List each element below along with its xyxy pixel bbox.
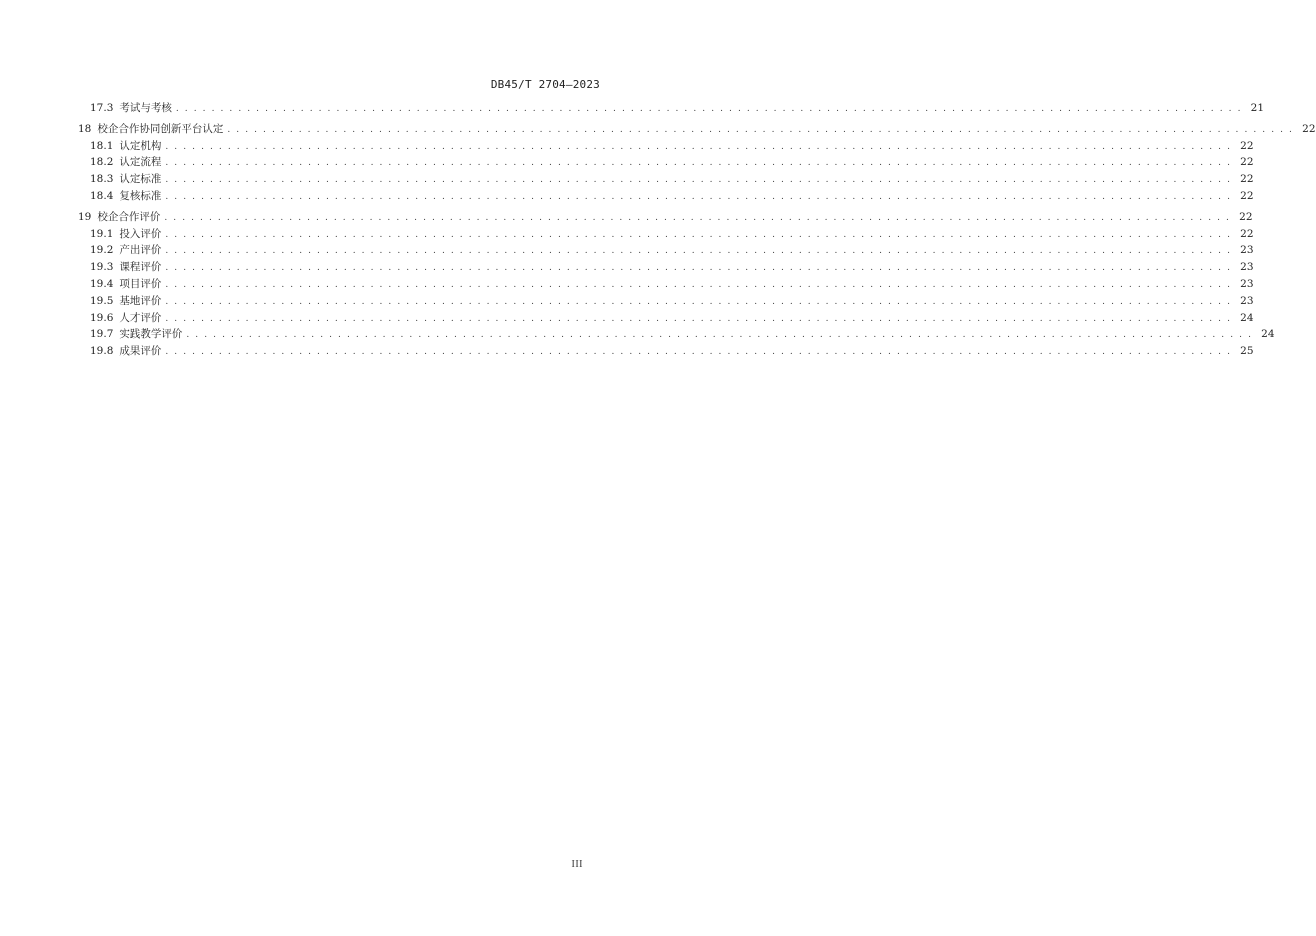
toc-entry[interactable] [78,209,1253,226]
page-number: III [571,859,583,870]
toc-entry-number: 18.2 [90,156,114,169]
toc-entry-number: 18.1 [90,139,114,152]
toc-entry-page: 24 [1240,311,1254,324]
toc-dot-leader: . . . . . . . . . . . . . . . . . . . . . . . . . . . . . . . . . . . . . . . . . . . . . . . . . . . . . . . . . . . . . . . . . . . . . . . . . . . . . . . . . . . . . . . . . . . . . . . . . . . . . . . . . . . . . . . . . . . . . . . . [165,246,1232,257]
toc-dot-leader: . . . . . . . . . . . . . . . . . . . . . . . . . . . . . . . . . . . . . . . . . . . . . . . . . . . . . . . . . . . . . . . . . . . . . . . . . . . . . . . . . . . . . . . . . . . . . . . . . . . . . . . . . . . . . . . . . . . . . . . . [165,279,1232,290]
toc-dot-leader: . . . . . . . . . . . . . . . . . . . . . . . . . . . . . . . . . . . . . . . . . . . . . . . . . . . . . . . . . . . . . . . . . . . . . . . . . . . . . . . . . . . . . . . . . . . . . . . . . . . . . . . . . . . . . . . . . . . . . . . . [165,347,1232,358]
toc-entry-title: 校企合作协同创新平台认定 [97,122,224,135]
toc-entry-page: 25 [1240,345,1254,358]
toc-entry-title: 复核标准 [119,189,162,202]
toc-entry-title: 认定标准 [119,173,162,186]
toc-entry-title: 项目评价 [119,277,162,290]
toc-dot-leader: . . . . . . . . . . . . . . . . . . . . . . . . . . . . . . . . . . . . . . . . . . . . . . . . . . . . . . . . . . . . . . . . . . . . . . . . . . . . . . . . . . . . . . . . . . . . . . . . . . . . . . . . . . . . . . . . . . . . . . . . [165,313,1232,324]
toc-entry-page: 23 [1240,261,1254,274]
toc-dot-leader: . . . . . . . . . . . . . . . . . . . . . . . . . . . . . . . . . . . . . . . . . . . . . . . . . . . . . . . . . . . . . . . . . . . . . . . . . . . . . . . . . . . . . . . . . . . . . . . . . . . . . . . . . . . . . . . . . . . . . . . . [227,124,1294,135]
toc-entry[interactable] [78,343,1254,360]
toc-entry-page: 22 [1240,189,1254,202]
toc-dot-leader: . . . . . . . . . . . . . . . . . . . . . . . . . . . . . . . . . . . . . . . . . . . . . . . . . . . . . . . . . . . . . . . . . . . . . . . . . . . . . . . . . . . . . . . . . . . . . . . . . . . . . . . . . . . . . . . . . . . . . . . . [165,175,1232,186]
table-of-contents [78,100,1316,360]
toc-entry-page: 22 [1240,139,1254,152]
toc-dot-leader: . . . . . . . . . . . . . . . . . . . . . . . . . . . . . . . . . . . . . . . . . . . . . . . . . . . . . . . . . . . . . . . . . . . . . . . . . . . . . . . . . . . . . . . . . . . . . . . . . . . . . . . . . . . . . . . . . . . . . . . . [165,263,1232,274]
toc-entry-page: 23 [1240,294,1254,307]
toc-entry-page: 23 [1240,277,1254,290]
toc-entry-number: 19.6 [90,311,114,324]
toc-entry[interactable] [78,100,1265,117]
toc-entry-page: 24 [1261,328,1275,341]
toc-entry[interactable] [78,242,1254,259]
toc-entry[interactable] [78,154,1254,171]
toc-dot-leader: . . . . . . . . . . . . . . . . . . . . . . . . . . . . . . . . . . . . . . . . . . . . . . . . . . . . . . . . . . . . . . . . . . . . . . . . . . . . . . . . . . . . . . . . . . . . . . . . . . . . . . . . . . . . . . . . . . . . . . . . [165,141,1232,152]
toc-entry-title: 成果评价 [119,345,162,358]
toc-entry-number: 19 [78,210,92,223]
toc-entry-page: 22 [1239,210,1253,223]
toc-entry-number: 19.2 [90,244,114,257]
toc-entry-title: 人才评价 [119,311,162,324]
toc-entry[interactable] [78,276,1254,293]
toc-entry-page: 22 [1240,156,1254,169]
toc-entry[interactable] [78,259,1254,276]
toc-entry-page: 22 [1240,227,1254,240]
toc-entry[interactable] [78,188,1254,205]
toc-entry[interactable] [78,310,1254,327]
toc-entry[interactable] [78,226,1254,243]
toc-dot-leader: . . . . . . . . . . . . . . . . . . . . . . . . . . . . . . . . . . . . . . . . . . . . . . . . . . . . . . . . . . . . . . . . . . . . . . . . . . . . . . . . . . . . . . . . . . . . . . . . . . . . . . . . . . . . . . . . . . . . . . . . [165,229,1232,240]
toc-entry-title: 基地评价 [119,294,162,307]
toc-entry-number: 18.3 [90,173,114,186]
toc-entry-title: 校企合作评价 [97,210,161,223]
toc-dot-leader: . . . . . . . . . . . . . . . . . . . . . . . . . . . . . . . . . . . . . . . . . . . . . . . . . . . . . . . . . . . . . . . . . . . . . . . . . . . . . . . . . . . . . . . . . . . . . . . . . . . . . . . . . . . . . . . . . . . . . . . . [186,330,1253,341]
toc-entry-number: 19.8 [90,345,114,358]
toc-entry[interactable] [78,293,1254,310]
toc-entry-number: 19.1 [90,227,114,240]
toc-dot-leader: . . . . . . . . . . . . . . . . . . . . . . . . . . . . . . . . . . . . . . . . . . . . . . . . . . . . . . . . . . . . . . . . . . . . . . . . . . . . . . . . . . . . . . . . . . . . . . . . . . . . . . . . . . . . . . . . . . . . . . . . [165,191,1232,202]
toc-entry-number: 19.7 [90,328,114,341]
toc-dot-leader: . . . . . . . . . . . . . . . . . . . . . . . . . . . . . . . . . . . . . . . . . . . . . . . . . . . . . . . . . . . . . . . . . . . . . . . . . . . . . . . . . . . . . . . . . . . . . . . . . . . . . . . . . . . . . . . . . . . . . . . . [165,296,1232,307]
toc-entry-page: 23 [1240,244,1254,257]
toc-entry-title: 课程评价 [119,261,162,274]
toc-entry-page: 22 [1240,173,1254,186]
document-header-code: DB45/T 2704—2023 [490,78,600,91]
toc-entry-number: 19.3 [90,261,114,274]
toc-entry-number: 18.4 [90,189,114,202]
toc-entry[interactable] [78,326,1275,343]
toc-entry-number: 19.4 [90,277,114,290]
toc-entry-title: 投入评价 [119,227,162,240]
toc-entry-number: 17.3 [90,102,114,114]
toc-entry-title: 认定机构 [119,139,162,152]
toc-entry-title: 产出评价 [119,244,162,257]
toc-entry-number: 18 [78,122,92,135]
toc-dot-leader: . . . . . . . . . . . . . . . . . . . . . . . . . . . . . . . . . . . . . . . . . . . . . . . . . . . . . . . . . . . . . . . . . . . . . . . . . . . . . . . . . . . . . . . . . . . . . . . . . . . . . . . . . . . . . . . . . . . . . . . . [164,212,1231,223]
toc-entry-title: 认定流程 [119,156,162,169]
toc-dot-leader: . . . . . . . . . . . . . . . . . . . . . . . . . . . . . . . . . . . . . . . . . . . . . . . . . . . . . . . . . . . . . . . . . . . . . . . . . . . . . . . . . . . . . . . . . . . . . . . . . . . . . . . . . . . . . . . . . . . . . . . . [175,104,1243,114]
toc-entry-title: 考试与考核 [119,102,172,114]
toc-entry[interactable] [78,171,1254,188]
toc-entry[interactable] [78,121,1316,138]
toc-entry-page: 22 [1302,122,1316,135]
toc-dot-leader: . . . . . . . . . . . . . . . . . . . . . . . . . . . . . . . . . . . . . . . . . . . . . . . . . . . . . . . . . . . . . . . . . . . . . . . . . . . . . . . . . . . . . . . . . . . . . . . . . . . . . . . . . . . . . . . . . . . . . . . . [165,158,1232,169]
toc-entry-title: 实践教学评价 [119,328,183,341]
toc-entry-number: 19.5 [90,294,114,307]
toc-entry-page: 21 [1250,102,1265,114]
toc-entry[interactable] [78,138,1254,155]
